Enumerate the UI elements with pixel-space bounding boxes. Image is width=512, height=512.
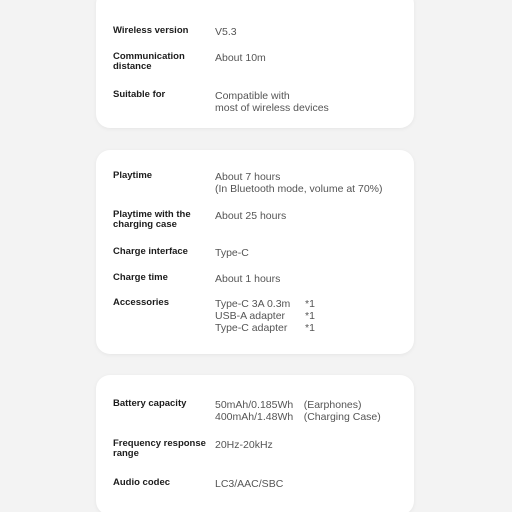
spec-value-line: 400mAh/1.48Wh (Charging Case) xyxy=(215,411,381,423)
spec-label: Playtime with the charging case xyxy=(113,209,191,230)
accessory-qty: *1 xyxy=(305,298,315,310)
spec-label: Suitable for xyxy=(113,89,166,100)
spec-value xyxy=(215,439,402,459)
spec-value xyxy=(215,273,402,285)
spec-value-line: 50mAh/0.185Wh (Earphones) xyxy=(215,399,362,411)
spec-row-suitable-for xyxy=(113,90,402,114)
spec-label: Charge interface xyxy=(113,246,188,257)
spec-label: Charge time xyxy=(113,272,168,283)
spec-label: Playtime xyxy=(113,170,153,181)
spec-row-playtime xyxy=(113,171,402,195)
spec-row-audio-codec xyxy=(113,478,402,490)
accessory-name: USB-A adapter xyxy=(215,310,286,322)
spec-value xyxy=(215,171,402,195)
spec-value-line: Type-C xyxy=(215,247,249,259)
spec-value-line: About 10m xyxy=(215,52,266,64)
spec-label: Communication distance xyxy=(113,51,185,72)
accessory-item xyxy=(215,322,402,334)
spec-row-charge-time xyxy=(113,273,402,285)
spec-row-wireless-version xyxy=(113,26,402,38)
spec-card-audio xyxy=(96,375,414,512)
spec-label: Frequency response range xyxy=(113,438,206,459)
spec-row-charge-interface xyxy=(113,247,402,259)
spec-value-line: About 7 hours xyxy=(215,171,281,183)
spec-value xyxy=(215,247,402,259)
accessory-item xyxy=(215,298,402,310)
spec-value xyxy=(215,52,402,72)
spec-value-line: About 1 hours xyxy=(215,273,281,285)
spec-row-communication-distance xyxy=(113,52,402,72)
spec-card-battery-life xyxy=(96,150,414,354)
accessory-qty: *1 xyxy=(305,310,315,322)
spec-value-line: 20Hz-20kHz xyxy=(215,439,273,451)
spec-label: Wireless version xyxy=(113,25,189,36)
spec-row-frequency-response xyxy=(113,439,402,459)
accessory-name: Type-C adapter xyxy=(215,322,288,334)
spec-value xyxy=(215,90,402,114)
spec-value-line: About 25 hours xyxy=(215,210,287,222)
spec-value xyxy=(215,478,402,490)
spec-value-line: most of wireless devices xyxy=(215,102,329,114)
spec-value xyxy=(215,298,402,334)
spec-row-accessories xyxy=(113,298,402,334)
spec-row-playtime-with-case xyxy=(113,210,402,230)
spec-value-line: LC3/AAC/SBC xyxy=(215,478,284,490)
spec-value xyxy=(215,26,402,38)
spec-card-connectivity xyxy=(96,0,414,128)
spec-label: Accessories xyxy=(113,297,169,308)
spec-value-line: (In Bluetooth mode, volume at 70%) xyxy=(215,183,383,195)
spec-label: Audio codec xyxy=(113,477,171,488)
accessory-name: Type-C 3A 0.3m xyxy=(215,298,291,310)
spec-value xyxy=(215,399,402,423)
spec-value-line: Compatible with xyxy=(215,90,290,102)
spec-value-line: V5.3 xyxy=(215,26,237,38)
spec-label: Battery capacity xyxy=(113,398,187,409)
accessory-qty: *1 xyxy=(305,322,315,334)
spec-row-battery-capacity xyxy=(113,399,402,423)
accessory-item xyxy=(215,310,402,322)
spec-value xyxy=(215,210,402,230)
